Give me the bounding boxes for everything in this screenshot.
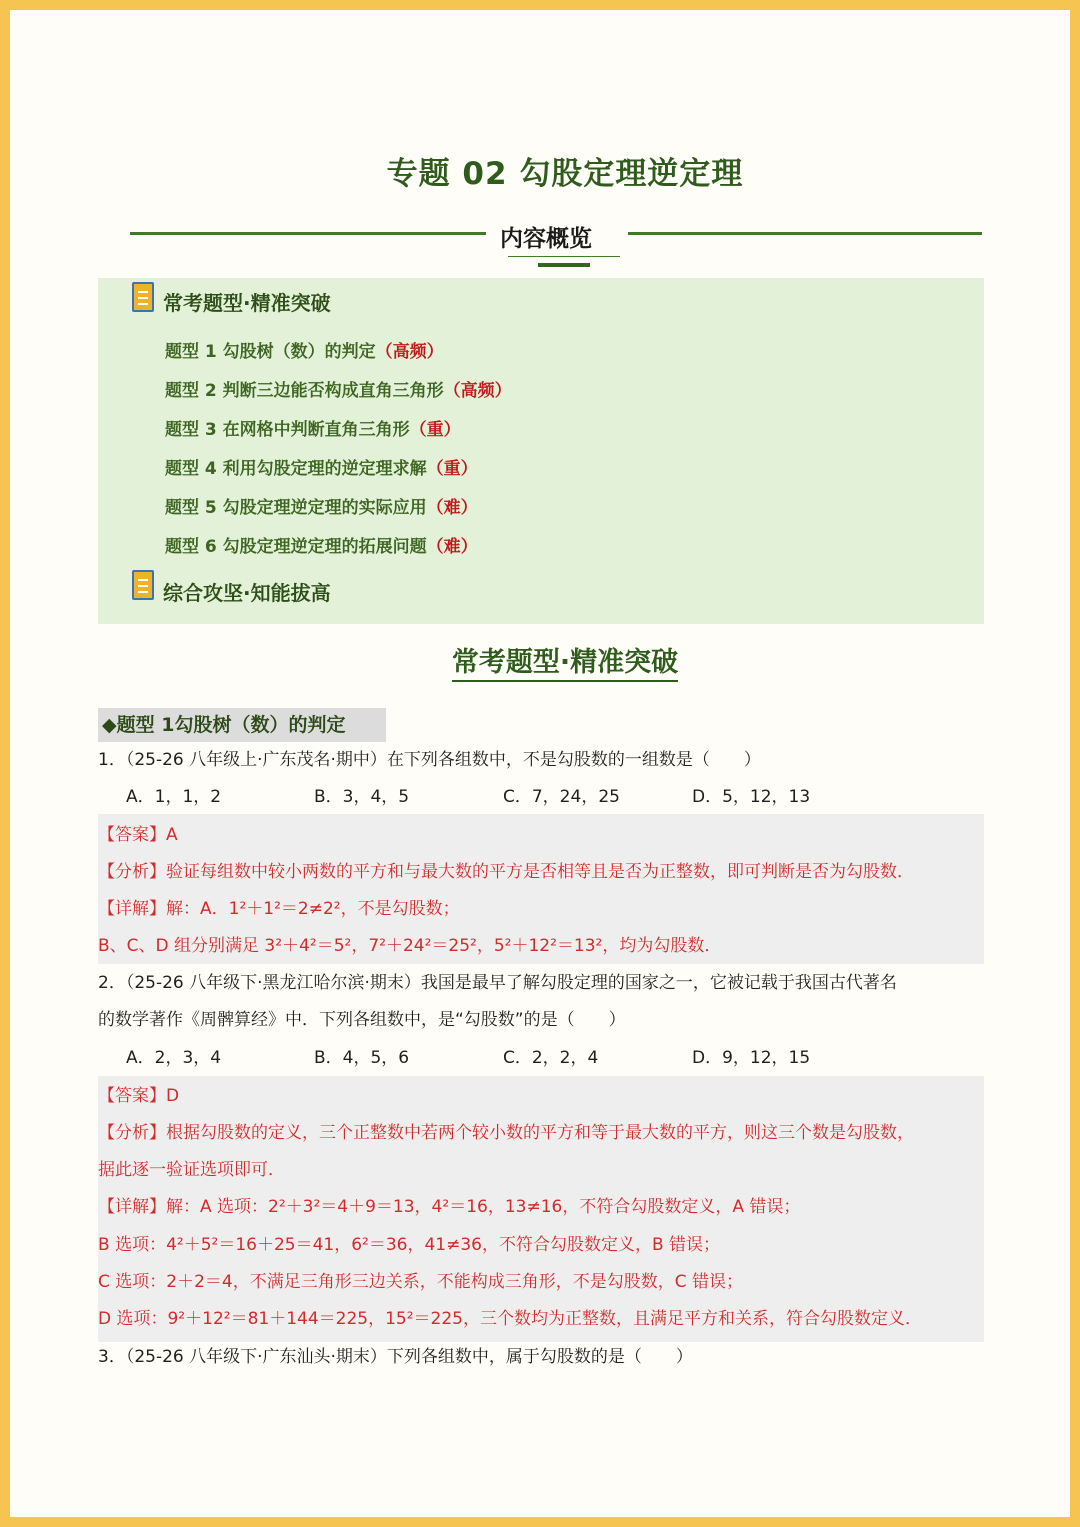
q2-stem-line-2: 的数学著作《周髀算经》中．下列各组数中，是“勾股数”的是（ ） (98, 1010, 626, 1030)
overview-label: 内容概览 (500, 226, 592, 252)
q3-stem: 3．（25-26 八年级下·广东汕头·期末）下列各组数中，属于勾股数的是（ ） (98, 1347, 693, 1367)
type-heading: ◆题型 1勾股树（数）的判定 (98, 708, 386, 742)
page-title: 专题 02 勾股定理逆定理 (386, 156, 744, 192)
q1-option-c: C．7，24，25 (503, 787, 620, 807)
q1-analysis: 【分析】验证每组数中较小两数的平方和与最大数的平方是否相等且是否为正整数，即可判断是否为勾股数． (98, 862, 914, 882)
overview-section-1: 常考题型·精准突破 (163, 291, 331, 315)
overview-divider-right (628, 232, 982, 235)
toc-item-4[interactable]: 题型 4 利用勾股定理的逆定理求解（重） (165, 459, 478, 479)
q1-option-d: D．5，12，13 (692, 787, 811, 807)
q1-option-b: B．3，4，5 (314, 787, 410, 807)
q2-detail-3: C 选项：2＋2＝4，不满足三角形三边关系，不能构成三角形，不是勾股数，C 错误； (98, 1272, 743, 1292)
toc-item-3[interactable]: 题型 3 在网格中判断直角三角形（重） (165, 420, 461, 440)
document-page (10, 10, 1070, 1517)
q2-option-b: B．4，5，6 (314, 1048, 410, 1068)
q1-detail-2: B、C、D 组分别满足 3²＋4²＝5²，7²＋24²＝25²，5²＋12²＝13²，均为勾股数． (98, 936, 722, 956)
q2-option-a: A．2，3，4 (126, 1048, 222, 1068)
q2-stem-line-1: 2．（25-26 八年级下·黑龙江哈尔滨·期末）我国是最早了解勾股定理的国家之一，它被记载于我国古代著名 (98, 973, 897, 993)
overview-underline (508, 256, 620, 257)
overview-section-2: 综合攻坚·知能拔高 (163, 581, 331, 605)
q2-analysis-line-2: 据此逐一验证选项即可． (98, 1160, 285, 1180)
toc-item-2[interactable]: 题型 2 判断三边能否构成直角三角形（高频） (165, 381, 512, 401)
main-section-heading: 常考题型·精准突破 (10, 640, 1080, 679)
q1-detail-1: 【详解】解：A．1²＋1²＝2≠2²，不是勾股数； (98, 899, 460, 919)
q2-detail-2: B 选项：4²＋5²＝16＋25＝41，6²＝36，41≠36，不符合勾股数定义，B 错误； (98, 1235, 721, 1255)
q1-stem: 1．（25-26 八年级上·广东茂名·期中）在下列各组数中，不是勾股数的一组数是（ ） (98, 750, 761, 770)
q2-option-c: C．2，2，4 (503, 1048, 599, 1068)
book-icon (132, 282, 154, 312)
toc-item-6[interactable]: 题型 6 勾股定理逆定理的拓展问题（难） (165, 537, 478, 557)
q2-answer: 【答案】D (98, 1086, 180, 1106)
q1-answer: 【答案】A (98, 825, 178, 845)
toc-item-5[interactable]: 题型 5 勾股定理逆定理的实际应用（难） (165, 498, 478, 518)
q2-detail-1: 【详解】解：A 选项：2²＋3²＝4＋9＝13，4²＝16，13≠16，不符合勾股数定义，A 错误； (98, 1197, 801, 1217)
q1-option-a: A．1，1，2 (126, 787, 222, 807)
q2-detail-4: D 选项：9²＋12²＝81＋144＝225，15²＝225，三个数均为正整数，且满足平方和关系，符合勾股数定义． (98, 1309, 922, 1329)
q2-option-d: D．9，12，15 (692, 1048, 811, 1068)
overview-divider-left (130, 232, 486, 235)
book-icon (132, 570, 154, 600)
q2-analysis-line-1: 【分析】根据勾股数的定义，三个正整数中若两个较小数的平方和等于最大数的平方，则这三个数是勾股数， (98, 1123, 914, 1143)
toc-item-1[interactable]: 题型 1 勾股树（数）的判定（高频） (165, 342, 444, 362)
overview-underline-accent (538, 263, 590, 267)
overview-box (98, 278, 984, 624)
